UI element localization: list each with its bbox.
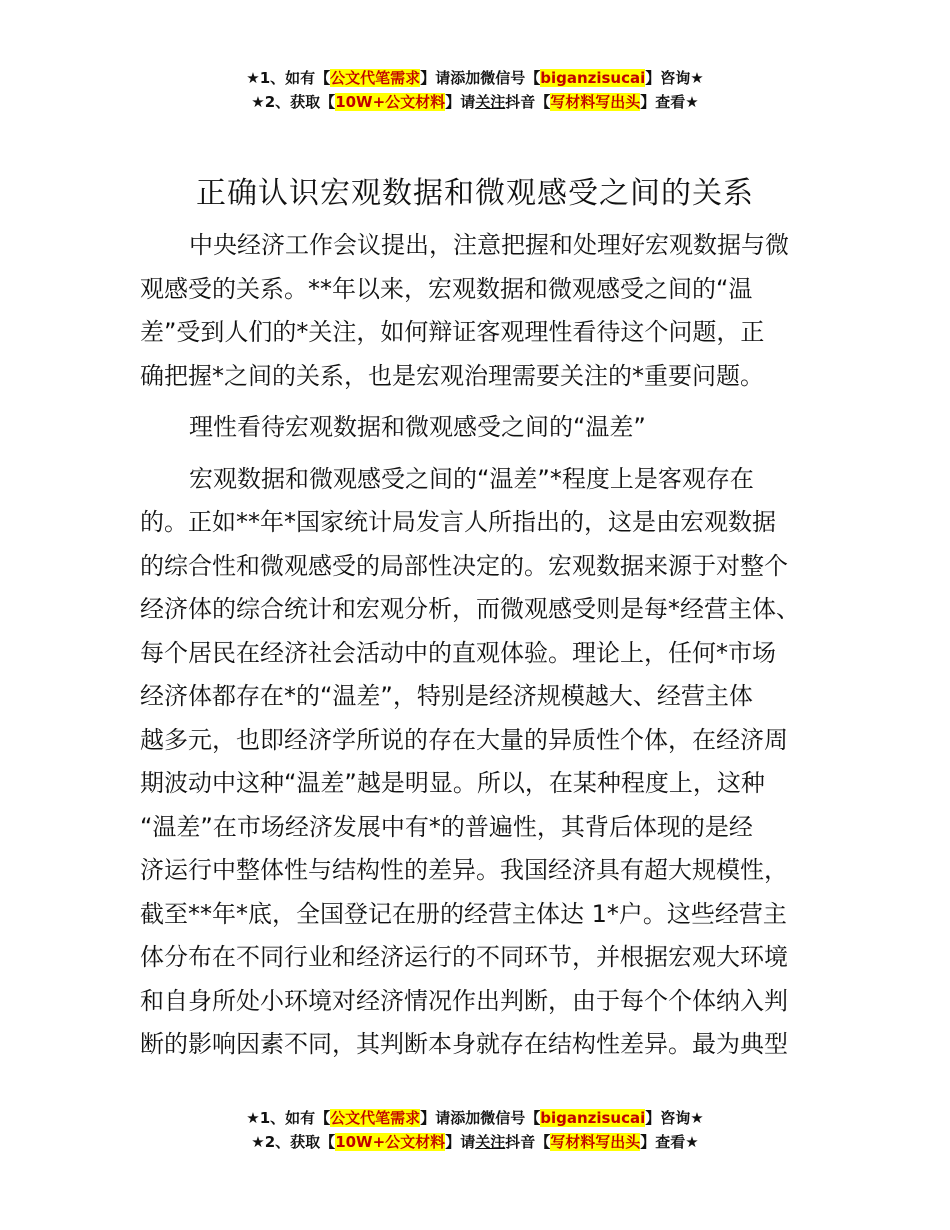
promo-highlight: 公文代笔需求: [330, 1109, 421, 1127]
section-heading: [140, 406, 820, 450]
promo-text: ★1、如有【: [246, 69, 331, 87]
text-line: 确把握*之间的关系，也是宏观治理需要关注的*重要问题。: [140, 361, 764, 390]
paragraph-2: [140, 458, 820, 1067]
promo-text: 】请添加微信号【: [420, 69, 541, 87]
text-line: 中央经济工作会议提出，注意把握和处理好宏观数据与微: [189, 231, 789, 259]
promo-line-1: [0, 1106, 950, 1130]
heading-text: 理性看待宏观数据和微观感受之间的“温差”: [189, 413, 646, 441]
promo-highlight: 10W+公文材料: [335, 93, 446, 111]
promo-line-1: [0, 66, 950, 90]
document-title: 正确认识宏观数据和微观感受之间的关系: [196, 176, 754, 211]
promo-text: 】咨询★: [645, 69, 704, 87]
promo-wechat-id: biganzisucai: [540, 69, 646, 87]
text-line: 期波动中这种“温差”越是明显。所以，在某种程度上，这种: [140, 769, 765, 797]
promo-underlined: 关注: [475, 1133, 506, 1151]
promo-text: 】查看★: [640, 1133, 699, 1151]
text-line: 济运行中整体性与结构性的差异。我国经济具有超大规模性，: [140, 856, 788, 884]
text-line: 观感受的关系。**年以来，宏观数据和微观感受之间的“温: [140, 274, 753, 303]
promo-wechat-id: biganzisucai: [540, 1109, 646, 1127]
promo-text: 】咨询★: [645, 1109, 704, 1127]
text-line: 截至**年*底，全国登记在册的经营主体达 1*户。这些经营主: [140, 899, 787, 928]
promo-highlight: 10W+公文材料: [335, 1133, 446, 1151]
text-line: 宏观数据和微观感受之间的“温差”*程度上是客观存在: [189, 464, 754, 493]
promo-text: 】请添加微信号【: [420, 1109, 541, 1127]
text-line: 断的影响因素不同，其判断本身就存在结构性差异。最为典型: [140, 1030, 788, 1058]
promo-text: 抖音【: [505, 93, 551, 111]
text-line: 差”受到人们的*关注，如何辩证客观理性看待这个问题，正: [140, 318, 765, 346]
promo-line-2: [0, 1130, 950, 1154]
text-line: 的。正如**年*国家统计局发言人所指出的，这是由宏观数据: [140, 508, 776, 536]
text-line: 经济体都存在*的“温差”，特别是经济规模越大、经营主体: [140, 682, 753, 710]
paragraph-1: [140, 224, 820, 398]
text-line: 体分布在不同行业和经济运行的不同环节，并根据宏观大环境: [140, 943, 788, 971]
text-line: 和自身所处小环境对经济情况作出判断，由于每个个体纳入判: [140, 986, 788, 1015]
promo-banner-top: [0, 66, 950, 114]
text-line: 经济体的综合统计和宏观分析，而微观感受则是每*经营主体、: [140, 595, 800, 623]
promo-highlight: 写材料写出头: [550, 93, 641, 111]
promo-text: ★2、获取【: [251, 1133, 336, 1151]
document-body: [140, 224, 820, 1067]
text-line: 越多元，也即经济学所说的存在大量的异质性个体，在经济周: [140, 725, 788, 754]
promo-text: ★1、如有【: [246, 1109, 331, 1127]
promo-banner-bottom: [0, 1106, 950, 1154]
promo-text: ★2、获取【: [251, 93, 336, 111]
promo-text: 】查看★: [640, 93, 699, 111]
promo-text: 】请: [445, 1133, 476, 1151]
promo-underlined: 关注: [475, 93, 506, 111]
promo-text: 】请: [445, 93, 476, 111]
text-line: 每个居民在经济社会活动中的直观体验。理论上，任何*市场: [140, 638, 776, 667]
promo-text: 抖音【: [505, 1133, 551, 1151]
promo-highlight: 写材料写出头: [550, 1133, 641, 1151]
text-line: 的综合性和微观感受的局部性决定的。宏观数据来源于对整个: [140, 551, 788, 580]
promo-line-2: [0, 90, 950, 114]
promo-highlight: 公文代笔需求: [330, 69, 421, 87]
text-line: “温差”在市场经济发展中有*的普遍性，其背后体现的是经: [140, 812, 753, 841]
